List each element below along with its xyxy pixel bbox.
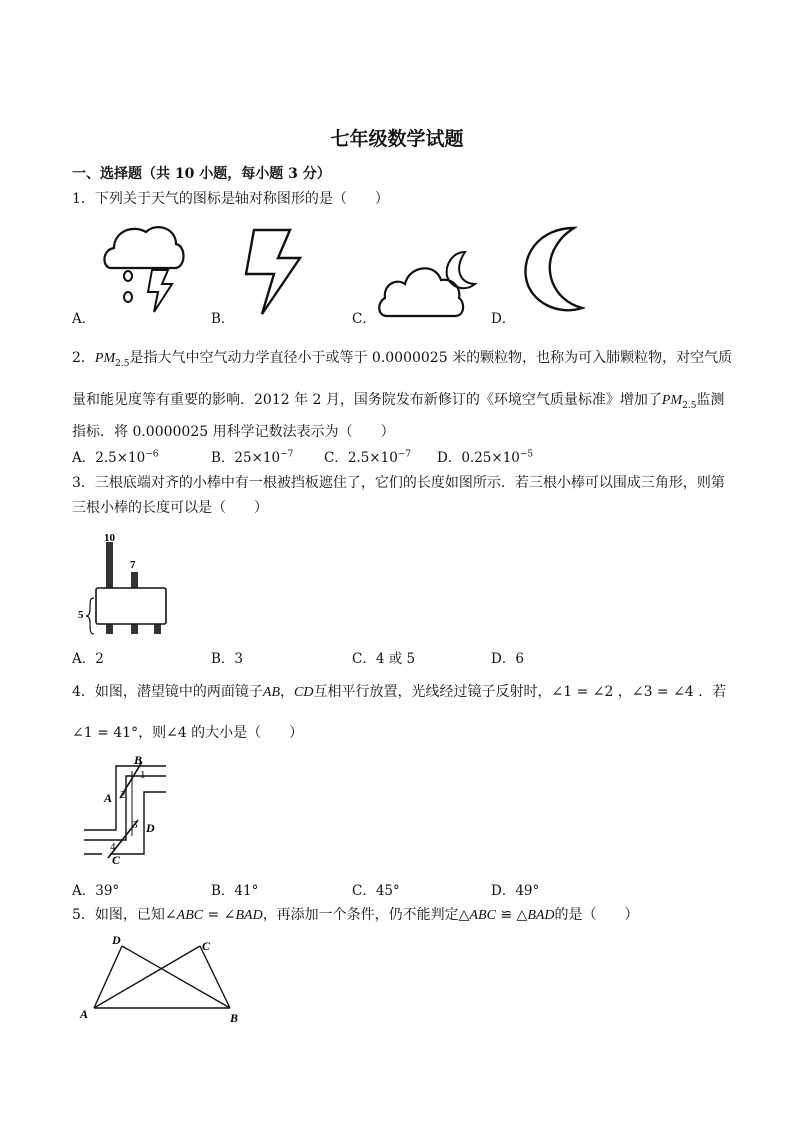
label-7: 7 bbox=[130, 559, 136, 571]
q3-option-c[interactable]: C．4 或 5 bbox=[352, 651, 416, 667]
label-5: 5 bbox=[78, 609, 84, 621]
q4-option-a[interactable]: A．39° bbox=[72, 883, 120, 899]
quadrilateral-figure bbox=[76, 932, 256, 1026]
label-a: A bbox=[104, 791, 113, 805]
q3-option-d[interactable]: D．6 bbox=[491, 651, 524, 667]
q3-line1: 3．三根底端对齐的小棒中有一根被挡板遮住了，它们的长度如图所示．若三根小棒可以围成三角形，则第 bbox=[72, 475, 725, 491]
q1-option-d[interactable]: D． bbox=[491, 311, 516, 327]
q5-line1: 5．如图，已知∠ABC = ∠BAD，再添加一个条件，仍不能判定△ABC ≌ △BAD的是（ ） bbox=[72, 907, 639, 923]
section-heading: 一、选择题（共 10 小题，每小题 3 分） bbox=[72, 166, 331, 182]
label-b: B bbox=[230, 1011, 239, 1025]
label-4: 4 bbox=[110, 841, 116, 853]
q2-option-d[interactable]: D．$0.25\times 10^{-5}$ bbox=[437, 449, 534, 466]
q1-option-b[interactable]: B． bbox=[211, 311, 235, 327]
label-1: 1 bbox=[140, 769, 146, 781]
q2-line3: 指标．将 0.0000025 用科学记数法表示为（ ） bbox=[72, 424, 395, 440]
label-c: C bbox=[112, 853, 121, 867]
stick-board-figure bbox=[78, 530, 174, 638]
q2-option-b[interactable]: B．$25\times 10^{-7}$ bbox=[211, 449, 294, 466]
q4-option-d[interactable]: D．49° bbox=[491, 883, 540, 899]
label-10: 10 bbox=[104, 532, 115, 544]
q2-line2: 量和能见度等有重要的影响．2012 年 2 月，国务院发布新修订的《环境空气质量标准》增加了$PM_{2.5}$监测 bbox=[72, 392, 725, 411]
q3-option-a[interactable]: A．2 bbox=[72, 651, 104, 667]
page-title: 七年级数学试题 bbox=[330, 128, 464, 150]
cloud-moon-icon bbox=[375, 244, 485, 320]
label-2: 2 bbox=[120, 789, 126, 801]
label-b: B bbox=[134, 753, 143, 767]
q4-option-b[interactable]: B．41° bbox=[211, 883, 259, 899]
q3-line2: 三根小棒的长度可以是（ ） bbox=[72, 500, 268, 516]
crescent-moon-icon bbox=[518, 224, 590, 316]
q2-option-a[interactable]: A．$2.5\times 10^{-6}$ bbox=[72, 449, 159, 466]
q4-line1: 4．如图，潜望镜中的两面镜子AB，CD互相平行放置，光线经过镜子反射时，∠1 = ∠2 ，∠3 = ∠4 ．若 bbox=[72, 684, 727, 700]
label-c: C bbox=[202, 939, 211, 953]
cloud-rain-lightning-icon bbox=[100, 220, 190, 320]
q1-option-c[interactable]: C． bbox=[352, 311, 376, 327]
label-3: 3 bbox=[132, 819, 138, 831]
q4-line2: ∠1 = 41°，则∠4 的大小是（ ） bbox=[72, 725, 304, 741]
periscope-figure bbox=[80, 754, 172, 868]
lightning-bolt-icon bbox=[240, 228, 310, 320]
q2-line1: 2．$PM_{2.5}$是指大气中空气动力学直径小于或等于 0.0000025 米的颗粒物，也称为可入肺颗粒物，对空气质 bbox=[72, 350, 733, 369]
q1-stem: 1．下列关于天气的图标是轴对称图形的是（ ） bbox=[72, 191, 389, 207]
label-d: D bbox=[146, 821, 155, 835]
label-d: D bbox=[112, 933, 121, 947]
label-a: A bbox=[80, 1007, 89, 1021]
q2-option-c[interactable]: C．$2.5\times 10^{-7}$ bbox=[324, 449, 412, 466]
q3-option-b[interactable]: B．3 bbox=[211, 651, 244, 667]
q1-option-a[interactable]: A． bbox=[72, 311, 96, 327]
q4-option-c[interactable]: C．45° bbox=[352, 883, 400, 899]
